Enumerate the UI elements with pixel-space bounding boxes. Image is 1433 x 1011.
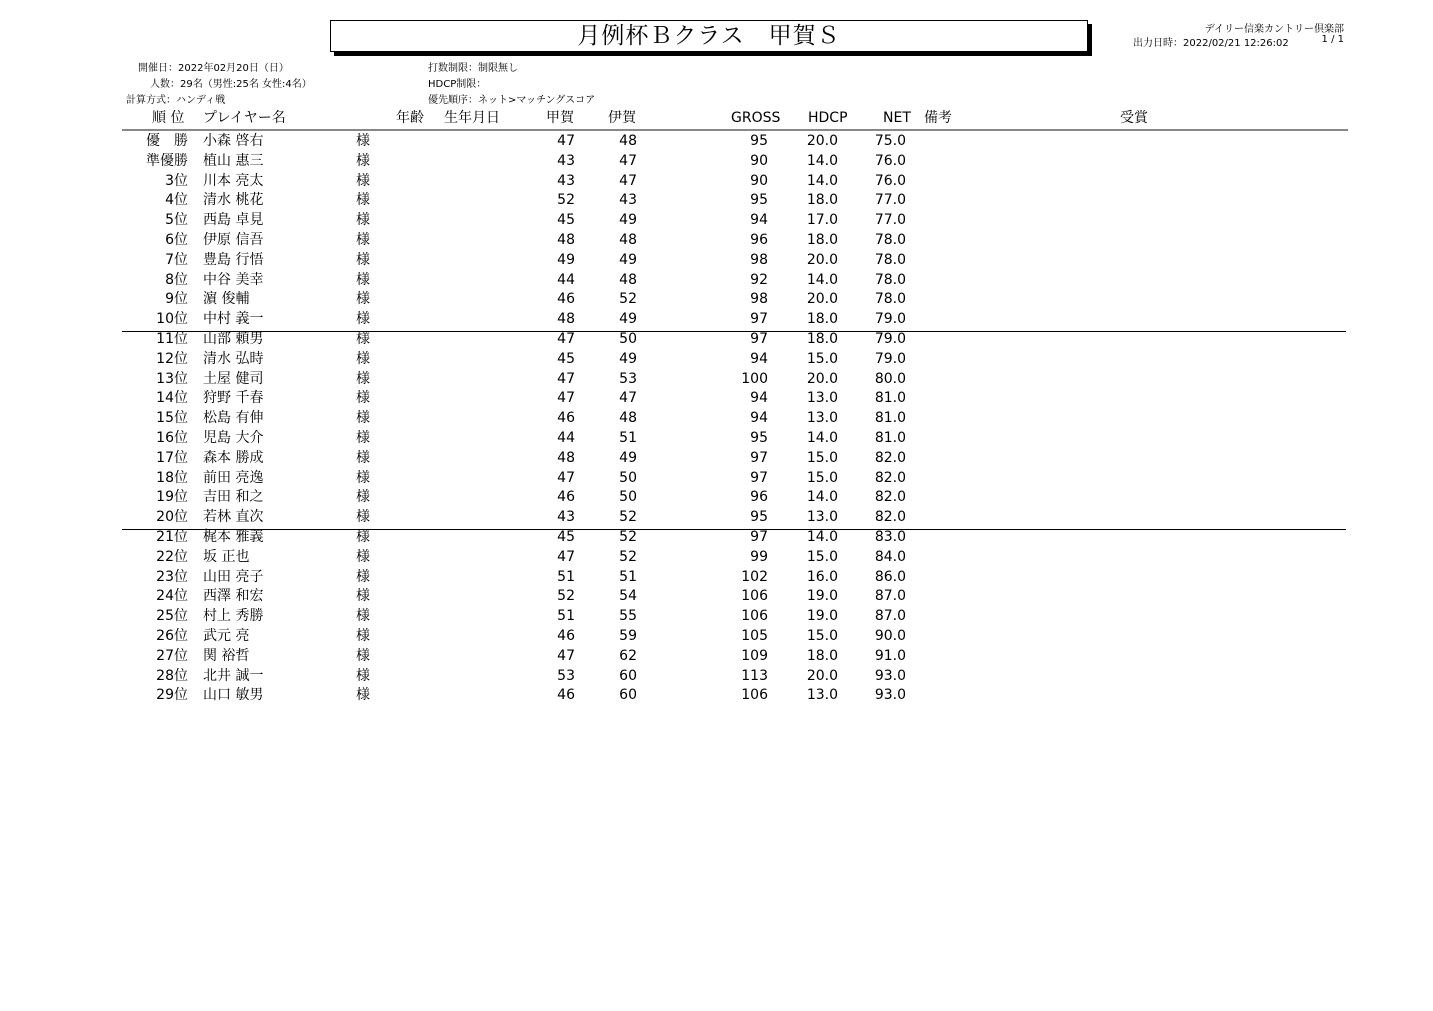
cell-koga: 47 (557, 647, 575, 664)
cell-koga: 47 (557, 370, 575, 387)
cell-sama: 様 (356, 489, 370, 506)
cell-sama: 様 (356, 410, 370, 427)
cell-koga: 48 (557, 449, 575, 466)
cell-name: 中村 義一 (203, 311, 264, 328)
table-row (0, 251, 1433, 271)
table-row (0, 568, 1433, 588)
cell-gross: 97 (750, 528, 768, 545)
table-row (0, 449, 1433, 469)
cell-name: 若林 直次 (203, 509, 264, 526)
cell-iga: 43 (619, 192, 637, 209)
table-row (0, 548, 1433, 568)
cell-sama: 様 (356, 687, 370, 704)
cell-name: 森本 勝成 (203, 449, 264, 466)
cell-iga: 49 (619, 251, 637, 268)
cell-hdcp: 13.0 (806, 390, 838, 407)
cell-hdcp: 17.0 (806, 212, 838, 229)
cell-net: 77.0 (874, 212, 906, 229)
cell-sama: 様 (356, 548, 370, 565)
cell-sama: 様 (356, 568, 370, 585)
cell-gross: 95 (750, 133, 768, 149)
cell-koga: 47 (557, 548, 575, 565)
cell-sama: 様 (356, 152, 370, 169)
table-row (0, 370, 1433, 390)
priority-order: 優先順序：ネット>マッチングスコア (428, 95, 596, 106)
cell-koga: 52 (557, 588, 575, 605)
cell-net: 81.0 (874, 429, 906, 446)
cell-koga: 47 (557, 133, 575, 149)
table-row (0, 350, 1433, 370)
cell-iga: 53 (619, 370, 637, 387)
cell-rank: 8位 (165, 271, 188, 288)
cell-hdcp: 20.0 (806, 251, 838, 268)
table-row (0, 647, 1433, 667)
cell-name: 伊原 信吾 (203, 231, 264, 248)
table-row (0, 231, 1433, 251)
cell-sama: 様 (356, 231, 370, 248)
cell-name: 前田 亮逸 (203, 469, 264, 486)
stroke-limit: 打数制限：制限無し (428, 63, 518, 74)
cell-iga: 48 (619, 231, 637, 248)
table-row (0, 132, 1433, 152)
header-rank: 順 位 (152, 110, 185, 126)
cell-koga: 46 (557, 291, 575, 308)
cell-koga: 46 (557, 489, 575, 506)
cell-gross: 95 (750, 509, 768, 526)
cell-hdcp: 18.0 (806, 231, 838, 248)
cell-iga: 50 (619, 330, 637, 347)
hdcp-limit: HDCP制限： (428, 79, 487, 90)
cell-gross: 106 (741, 608, 768, 625)
cell-koga: 52 (557, 192, 575, 209)
cell-net: 78.0 (874, 251, 906, 268)
cell-name: 山田 亮子 (203, 568, 264, 585)
cell-net: 79.0 (874, 350, 906, 367)
cell-net: 76.0 (874, 172, 906, 189)
cell-sama: 様 (356, 528, 370, 545)
cell-name: 豊島 行悟 (203, 251, 264, 268)
cell-koga: 44 (557, 271, 575, 288)
cell-sama: 様 (356, 291, 370, 308)
cell-net: 82.0 (874, 449, 906, 466)
table-row (0, 310, 1433, 330)
cell-rank: 19位 (156, 489, 188, 506)
cell-rank: 23位 (156, 568, 188, 585)
cell-hdcp: 20.0 (806, 370, 838, 387)
cell-net: 79.0 (874, 330, 906, 347)
cell-sama: 様 (356, 271, 370, 288)
table-row (0, 528, 1433, 548)
cell-net: 81.0 (874, 410, 906, 427)
cell-iga: 51 (619, 429, 637, 446)
cell-sama: 様 (356, 469, 370, 486)
cell-hdcp: 13.0 (806, 410, 838, 427)
cell-rank: 18位 (156, 469, 188, 486)
cell-hdcp: 13.0 (806, 509, 838, 526)
cell-iga: 49 (619, 212, 637, 229)
cell-rank: 4位 (165, 192, 188, 209)
cell-iga: 48 (619, 133, 637, 149)
participant-count: 人数：29名（男性:25名 女性:4名） (150, 79, 312, 90)
table-row (0, 330, 1433, 350)
cell-rank: 14位 (156, 390, 188, 407)
cell-rank: 7位 (165, 251, 188, 268)
cell-rank: 27位 (156, 647, 188, 664)
cell-net: 76.0 (874, 152, 906, 169)
header-hdcp: HDCP (808, 110, 848, 126)
cell-rank: 21位 (156, 528, 188, 545)
event-date: 開催日：2022年02月20日（日） (138, 63, 289, 74)
cell-gross: 96 (750, 231, 768, 248)
cell-name: 西澤 和宏 (203, 588, 264, 605)
cell-hdcp: 14.0 (806, 489, 838, 506)
cell-name: 中谷 美幸 (203, 271, 264, 288)
cell-net: 78.0 (874, 271, 906, 288)
cell-gross: 98 (750, 291, 768, 308)
cell-rank: 22位 (156, 548, 188, 565)
table-row (0, 290, 1433, 310)
table-row (0, 211, 1433, 231)
header-age: 年齢 (396, 110, 424, 126)
cell-gross: 94 (750, 350, 768, 367)
cell-net: 75.0 (874, 133, 906, 149)
results-table (0, 132, 1433, 706)
cell-rank: 11位 (156, 330, 188, 347)
cell-hdcp: 19.0 (806, 608, 838, 625)
cell-iga: 51 (619, 568, 637, 585)
cell-koga: 46 (557, 687, 575, 704)
cell-gross: 105 (741, 627, 768, 644)
cell-rank: 12位 (156, 350, 188, 367)
cell-net: 87.0 (874, 588, 906, 605)
cell-net: 86.0 (874, 568, 906, 585)
cell-koga: 47 (557, 390, 575, 407)
cell-rank: 26位 (156, 627, 188, 644)
cell-rank: 28位 (156, 667, 188, 684)
table-row (0, 686, 1433, 706)
cell-gross: 109 (741, 647, 768, 664)
cell-koga: 45 (557, 350, 575, 367)
page-number: 1 / 1 (1321, 34, 1344, 45)
cell-rank: 25位 (156, 608, 188, 625)
cell-koga: 43 (557, 509, 575, 526)
table-row (0, 172, 1433, 192)
cell-gross: 90 (750, 172, 768, 189)
cell-gross: 97 (750, 330, 768, 347)
cell-hdcp: 18.0 (806, 311, 838, 328)
cell-gross: 90 (750, 152, 768, 169)
cell-name: 西島 卓見 (203, 212, 264, 229)
cell-iga: 52 (619, 528, 637, 545)
cell-iga: 47 (619, 390, 637, 407)
cell-net: 91.0 (874, 647, 906, 664)
cell-iga: 47 (619, 172, 637, 189)
cell-hdcp: 20.0 (806, 667, 838, 684)
cell-net: 82.0 (874, 509, 906, 526)
cell-hdcp: 15.0 (806, 350, 838, 367)
cell-sama: 様 (356, 172, 370, 189)
cell-net: 87.0 (874, 608, 906, 625)
table-row (0, 389, 1433, 409)
cell-gross: 106 (741, 687, 768, 704)
cell-iga: 48 (619, 410, 637, 427)
header-player: プレイヤー名 (203, 110, 286, 126)
cell-gross: 106 (741, 588, 768, 605)
cell-gross: 102 (741, 568, 768, 585)
header-net: NET (883, 110, 911, 126)
cell-sama: 様 (356, 350, 370, 367)
cell-sama: 様 (356, 133, 370, 149)
table-row (0, 469, 1433, 489)
cell-rank: 優 勝 (146, 133, 188, 149)
cell-koga: 46 (557, 627, 575, 644)
cell-iga: 49 (619, 449, 637, 466)
cell-sama: 様 (356, 330, 370, 347)
header-gross: GROSS (731, 110, 781, 126)
cell-sama: 様 (356, 311, 370, 328)
club-name: デイリー信楽カントリー倶楽部 (1204, 24, 1344, 35)
cell-rank: 3位 (165, 172, 188, 189)
cell-name: 清水 弘時 (203, 350, 264, 367)
cell-name: 関 裕哲 (203, 647, 250, 664)
cell-sama: 様 (356, 509, 370, 526)
cell-rank: 15位 (156, 410, 188, 427)
cell-name: 濵 俊輔 (203, 291, 250, 308)
cell-hdcp: 15.0 (806, 548, 838, 565)
cell-net: 82.0 (874, 469, 906, 486)
cell-hdcp: 14.0 (806, 152, 838, 169)
cell-hdcp: 18.0 (806, 647, 838, 664)
cell-name: 狩野 千春 (203, 390, 264, 407)
cell-rank: 5位 (165, 212, 188, 229)
cell-net: 93.0 (874, 667, 906, 684)
cell-net: 93.0 (874, 687, 906, 704)
cell-hdcp: 13.0 (806, 687, 838, 704)
cell-net: 90.0 (874, 627, 906, 644)
header-divider (122, 129, 1348, 131)
cell-hdcp: 20.0 (806, 291, 838, 308)
page-title: 月例杯Ｂクラス 甲賀Ｓ (577, 23, 841, 49)
cell-iga: 54 (619, 588, 637, 605)
cell-iga: 55 (619, 608, 637, 625)
cell-gross: 94 (750, 410, 768, 427)
table-row (0, 191, 1433, 211)
cell-koga: 49 (557, 251, 575, 268)
cell-net: 81.0 (874, 390, 906, 407)
cell-name: 吉田 和之 (203, 489, 264, 506)
cell-name: 松島 有伸 (203, 410, 264, 427)
cell-hdcp: 18.0 (806, 330, 838, 347)
cell-iga: 50 (619, 489, 637, 506)
cell-koga: 51 (557, 608, 575, 625)
cell-gross: 94 (750, 212, 768, 229)
cell-koga: 44 (557, 429, 575, 446)
cell-koga: 43 (557, 172, 575, 189)
cell-name: 武元 亮 (203, 627, 250, 644)
cell-rank: 6位 (165, 231, 188, 248)
cell-hdcp: 20.0 (806, 133, 838, 149)
cell-iga: 50 (619, 469, 637, 486)
table-row (0, 409, 1433, 429)
cell-sama: 様 (356, 192, 370, 209)
cell-name: 児島 大介 (203, 429, 264, 446)
cell-sama: 様 (356, 390, 370, 407)
cell-name: 植山 惠三 (203, 152, 264, 169)
cell-gross: 95 (750, 192, 768, 209)
cell-gross: 98 (750, 251, 768, 268)
cell-rank: 16位 (156, 429, 188, 446)
cell-gross: 95 (750, 429, 768, 446)
table-row (0, 152, 1433, 172)
cell-hdcp: 19.0 (806, 588, 838, 605)
cell-iga: 49 (619, 350, 637, 367)
cell-iga: 49 (619, 311, 637, 328)
cell-gross: 97 (750, 469, 768, 486)
table-row (0, 667, 1433, 687)
header-birthday: 生年月日 (444, 110, 500, 126)
calc-method: 計算方式：ハンディ戦 (126, 95, 226, 106)
cell-sama: 様 (356, 429, 370, 446)
cell-sama: 様 (356, 588, 370, 605)
table-row (0, 429, 1433, 449)
cell-koga: 51 (557, 568, 575, 585)
cell-name: 山部 頼男 (203, 330, 264, 347)
cell-gross: 113 (741, 667, 768, 684)
cell-koga: 53 (557, 667, 575, 684)
cell-rank: 29位 (156, 687, 188, 704)
cell-hdcp: 16.0 (806, 568, 838, 585)
cell-koga: 47 (557, 469, 575, 486)
cell-koga: 45 (557, 528, 575, 545)
cell-name: 山口 敏男 (203, 687, 264, 704)
cell-net: 78.0 (874, 291, 906, 308)
cell-sama: 様 (356, 608, 370, 625)
cell-koga: 48 (557, 311, 575, 328)
cell-iga: 62 (619, 647, 637, 664)
cell-sama: 様 (356, 667, 370, 684)
table-row (0, 627, 1433, 647)
table-row (0, 488, 1433, 508)
cell-rank: 9位 (165, 291, 188, 308)
cell-net: 78.0 (874, 231, 906, 248)
cell-gross: 97 (750, 449, 768, 466)
cell-iga: 60 (619, 687, 637, 704)
cell-sama: 様 (356, 627, 370, 644)
cell-iga: 48 (619, 271, 637, 288)
cell-sama: 様 (356, 370, 370, 387)
cell-iga: 52 (619, 548, 637, 565)
cell-hdcp: 15.0 (806, 627, 838, 644)
cell-rank: 13位 (156, 370, 188, 387)
cell-rank: 10位 (156, 311, 188, 328)
header-iga: 伊賀 (608, 110, 636, 126)
cell-koga: 46 (557, 410, 575, 427)
cell-gross: 94 (750, 390, 768, 407)
cell-net: 77.0 (874, 192, 906, 209)
cell-rank: 20位 (156, 509, 188, 526)
table-row (0, 587, 1433, 607)
cell-name: 川本 亮太 (203, 172, 264, 189)
cell-hdcp: 15.0 (806, 449, 838, 466)
cell-koga: 45 (557, 212, 575, 229)
cell-hdcp: 14.0 (806, 429, 838, 446)
cell-koga: 47 (557, 330, 575, 347)
cell-net: 79.0 (874, 311, 906, 328)
cell-sama: 様 (356, 212, 370, 229)
cell-hdcp: 14.0 (806, 271, 838, 288)
cell-net: 83.0 (874, 528, 906, 545)
cell-sama: 様 (356, 647, 370, 664)
cell-rank: 準優勝 (146, 152, 188, 169)
cell-gross: 92 (750, 271, 768, 288)
cell-rank: 17位 (156, 449, 188, 466)
cell-sama: 様 (356, 251, 370, 268)
cell-name: 小森 啓右 (203, 133, 264, 149)
cell-gross: 96 (750, 489, 768, 506)
cell-iga: 59 (619, 627, 637, 644)
table-row (0, 607, 1433, 627)
cell-name: 梶本 雅義 (203, 528, 264, 545)
table-row (0, 508, 1433, 528)
cell-name: 村上 秀勝 (203, 608, 264, 625)
cell-net: 82.0 (874, 489, 906, 506)
cell-net: 80.0 (874, 370, 906, 387)
cell-gross: 97 (750, 311, 768, 328)
header-notes: 備考 (924, 110, 952, 126)
cell-iga: 52 (619, 509, 637, 526)
header-award: 受賞 (1120, 110, 1148, 126)
cell-iga: 60 (619, 667, 637, 684)
cell-net: 84.0 (874, 548, 906, 565)
cell-hdcp: 14.0 (806, 528, 838, 545)
cell-koga: 43 (557, 152, 575, 169)
cell-name: 清水 桃花 (203, 192, 264, 209)
cell-iga: 52 (619, 291, 637, 308)
cell-hdcp: 14.0 (806, 172, 838, 189)
cell-name: 坂 正也 (203, 548, 250, 565)
output-datetime: 出力日時：2022/02/21 12:26:02 (1133, 38, 1289, 49)
header-koga: 甲賀 (546, 110, 574, 126)
cell-name: 土屋 健司 (203, 370, 264, 387)
cell-sama: 様 (356, 449, 370, 466)
cell-hdcp: 15.0 (806, 469, 838, 486)
cell-name: 北井 誠一 (203, 667, 264, 684)
table-row (0, 271, 1433, 291)
cell-hdcp: 18.0 (806, 192, 838, 209)
cell-gross: 100 (741, 370, 768, 387)
cell-iga: 47 (619, 152, 637, 169)
cell-gross: 99 (750, 548, 768, 565)
cell-koga: 48 (557, 231, 575, 248)
cell-rank: 24位 (156, 588, 188, 605)
title-box (330, 20, 1088, 52)
